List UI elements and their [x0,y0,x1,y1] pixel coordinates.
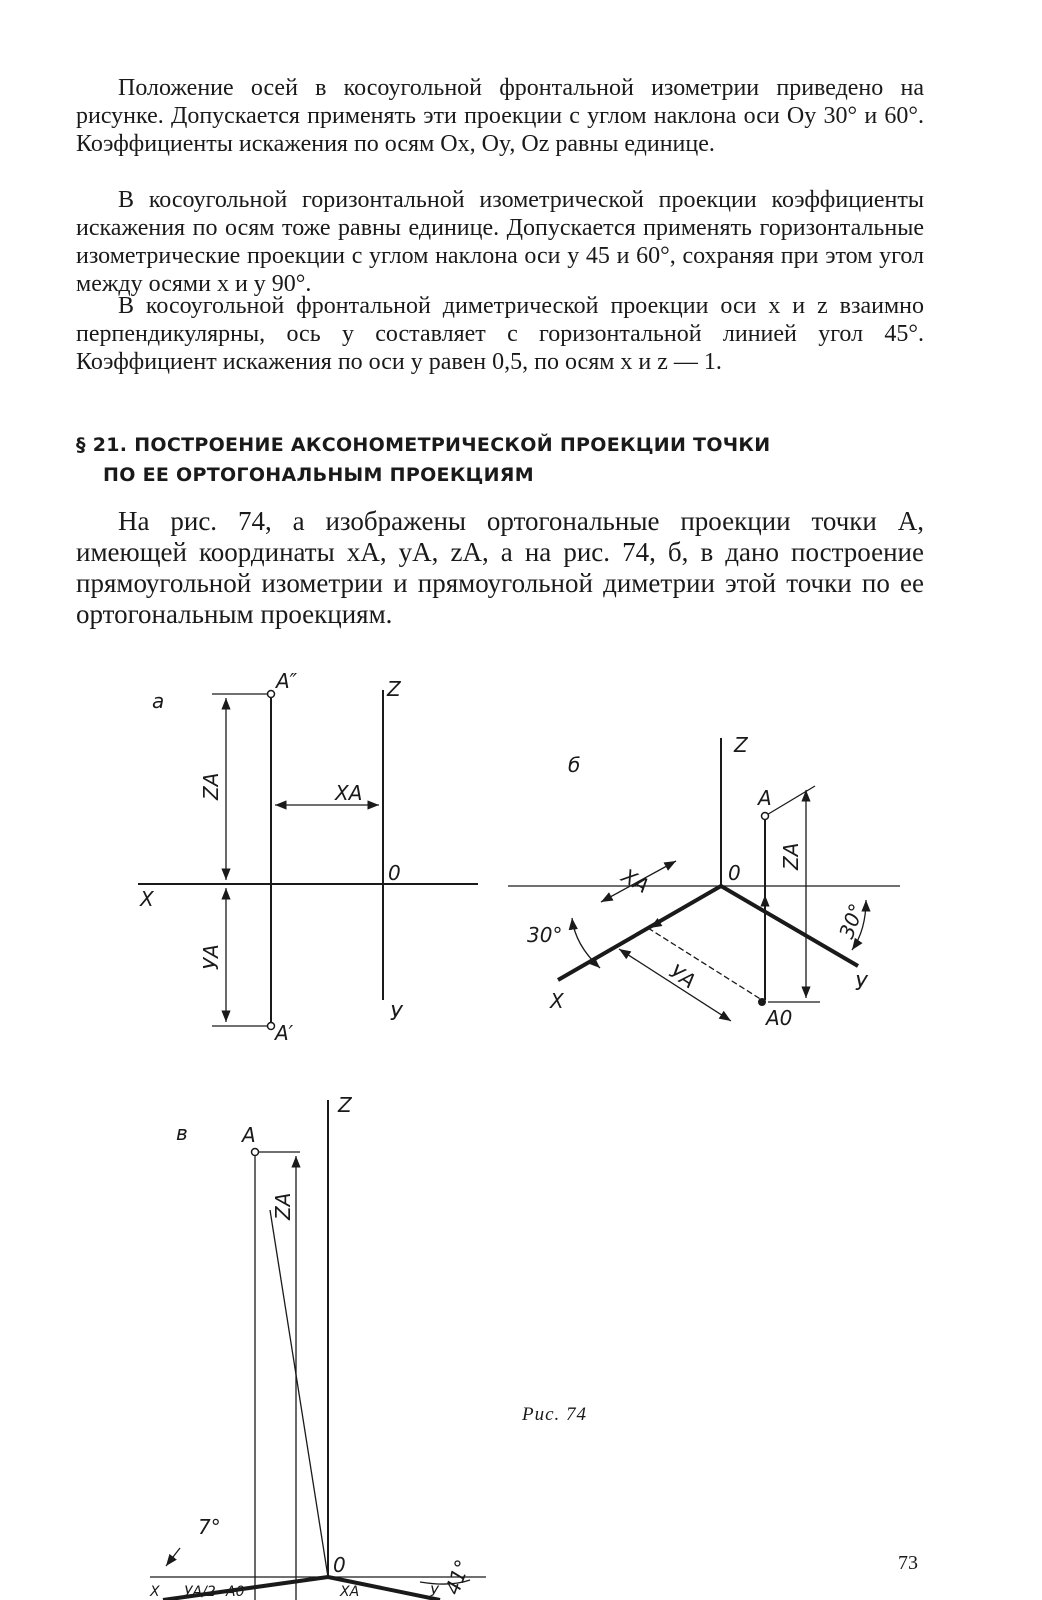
label-z: Z [338,1093,352,1117]
label-ya2: УA/2 [184,1584,216,1600]
label-x: X [150,1584,160,1600]
panel-v-label: в [176,1121,188,1145]
label-x: X [140,887,154,911]
label-a: A [242,1123,256,1147]
paragraph-3: В косоугольной фронтальной диметрической проекции оси x и z взаимно перпендикулярны, ось y составляет с горизонтальной линией угол 45°. Коэффициент искажения по оси y равен 0,5, по осям x и z — 1. [76,293,924,375]
label-z: Z [387,677,401,701]
label-ya: УA [199,944,223,970]
label-o: 0 [333,1553,346,1577]
figure-panel-a [138,669,478,1045]
label-o: 0 [388,861,401,885]
panel-b-label: б [568,753,581,777]
label-a0: A0 [766,1006,793,1030]
label-a-prime: A′ [275,1021,294,1045]
label-y: У [390,1001,403,1025]
section-heading-line-2: ПО ЕЕ ОРТОГОНАЛЬНЫМ ПРОЕКЦИЯМ [103,464,534,486]
label-za: ZA [271,1192,295,1220]
point-a [762,813,769,820]
label-angle-7: 7° [198,1515,221,1539]
label-ya: УA [665,959,701,994]
paragraph-1: Положение осей в косоугольной фронтальной изометрии приведено на рисунке. Допускается применять эти проекции с углом наклона оси Oy 30° и 60°. Коэффициенты искажения по осям Ox, Oy, Oz равны единице. [76,75,924,157]
label-z: Z [734,733,748,757]
point-a-prime [268,1023,275,1030]
label-a0: A0 [226,1584,245,1600]
label-a-double-prime: A″ [276,669,298,693]
panel-a-label: а [152,689,165,713]
page-number: 73 [898,1552,918,1574]
section-heading-line-1: § 21. ПОСТРОЕНИЕ АКСОНОМЕТРИЧЕСКОЙ ПРОЕКЦИИ ТОЧКИ [76,434,771,456]
label-x: X [550,989,564,1013]
label-y: У [430,1584,439,1600]
point-a0 [758,998,766,1006]
body-paragraph: На рис. 74, а изображены ортогональные проекции точки A, имеющей координаты xA, yA, zA, а на рис. 74, б, в дано построение прямоугольной изометрии и прямоугольной диметрии этой точки по ее ортогональным проекциям. [76,506,924,629]
label-za: ZA [199,772,223,800]
label-xa: XA [617,863,654,899]
label-za: ZA [779,842,803,870]
label-angle-left: 30° [527,923,563,947]
label-xa: XA [340,1584,360,1600]
figure-caption: Рис. 74 [522,1404,588,1425]
label-angle-41: 41° [440,1556,475,1598]
figure-panel-v [149,1093,486,1600]
paragraph-2: В косоугольной горизонтальной изометрической проекции коэффициенты искажения по осям тоже равны единице. Допускается применять горизонтальные изометрические проекции с углом наклона оси y 45 и 60°, сохраняя при этом угол между осями x и y 90°. [76,187,924,297]
figure-panel-b [508,733,900,1030]
label-a: A [758,786,772,810]
label-y: У [855,971,868,995]
label-angle-right: 30° [834,900,869,942]
point-a-double-prime [268,691,275,698]
label-o: 0 [728,861,741,885]
point-a [252,1149,259,1156]
label-xa: XA [335,781,363,805]
